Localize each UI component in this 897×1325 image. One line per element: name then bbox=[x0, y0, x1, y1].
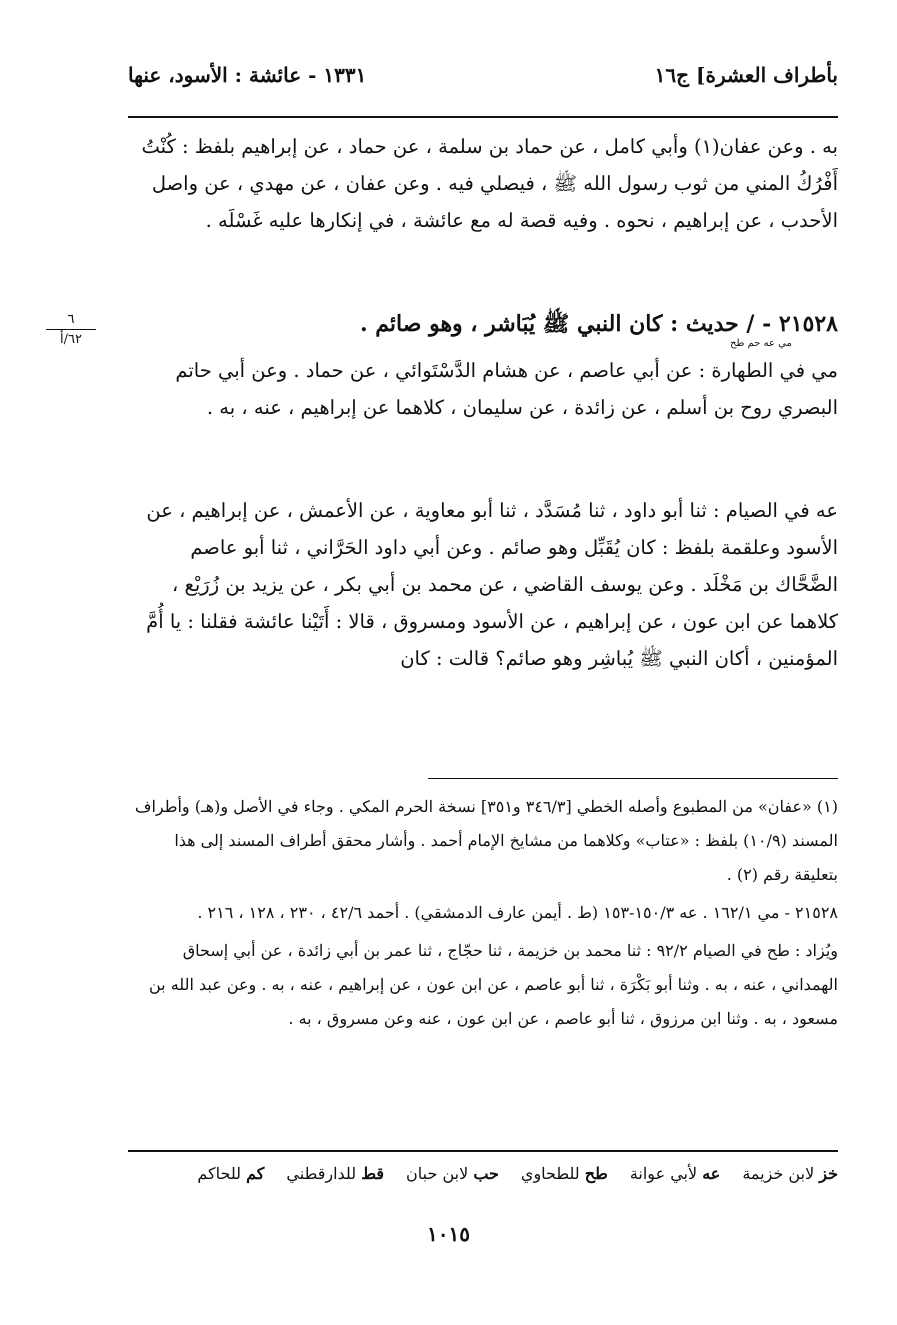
abbrev-item: حب لابن حبان bbox=[406, 1164, 499, 1183]
footer-rule bbox=[128, 1150, 838, 1152]
header-right: ١٣٣١ - عائشة : الأسود، عنها bbox=[128, 63, 367, 87]
paragraph-1: به . وعن عفان(١) وأبي كامل ، عن حماد بن سلمة ، عن حماد ، عن إبراهيم بلفظ : كُنْتُ أَفْرُكُ المني من ثوب رسول الله ﷺ ، فيصلي فيه . وعن عفان ، عن مهدي ، عن واصل الأحدب ، عن إبراهيم ، نحوه . وفيه قصة له مع عائشة ، في إنكارها عليه غَسْلَه . bbox=[141, 135, 838, 232]
header-left: بأطراف العشرة] ج١٦ bbox=[654, 63, 838, 87]
margin-number: ٦ bbox=[46, 312, 96, 330]
abbrev-item: كم للحاكم bbox=[197, 1164, 265, 1183]
abbrev-item: عه لأبي عوانة bbox=[629, 1164, 721, 1183]
footnote-rule bbox=[428, 778, 838, 779]
abbrev-item: طح للطحاوي bbox=[520, 1164, 608, 1183]
footnote-1: (١) «عفان» من المطبوع وأصله الخطي [٣٤٦/٣ و٣٥١] نسخة الحرم المكي . وجاء في الأصل و(هـ) وأطراف المسند (١٠/٩) بلفظ : «عتاب» وكلاهما من مشايخ الإمام أحمد . وأشار محقق أطراف المسند إلى هذا بتعليقة رقم (٢) . bbox=[134, 797, 838, 884]
margin-reference bbox=[46, 312, 96, 347]
hadith-heading: ٢١٥٢٨ - / حديث : كان النبي ﷺ يُبَاشر ، وهو صائم . bbox=[359, 311, 838, 337]
footnote-3: ويُزاد : طح في الصيام ٩٢/٢ : ثنا محمد بن خزيمة ، ثنا حجّاج ، ثنا عمر بن أبي زائدة ، عن أبي إسحاق الهمداني ، عنه ، به . وثنا أبو بَكْرَة ، ثنا أبو عاصم ، عن ابن عون ، عن إبراهيم ، عنه ، به . وعن عبد الله بن مسعود ، به . وثنا ابن مرزوق ، ثنا أبو عاصم ، عن ابن عون ، عنه وعن مسروق ، به . bbox=[148, 941, 838, 1028]
running-header bbox=[128, 58, 838, 92]
abbreviation-key bbox=[128, 1164, 838, 1183]
header-rule bbox=[128, 116, 838, 118]
abbrev-item: خز لابن خزيمة bbox=[742, 1164, 838, 1183]
paragraph-2: مي في الطهارة : عن أبي عاصم ، عن هشام الدَّسْتَوائي ، عن حماد . وعن أبي حاتم البصري روح بن أسلم ، عن زائدة ، عن سليمان ، كلاهما عن إبراهيم ، عنه ، به . bbox=[175, 359, 838, 419]
page-number: ١٠١٥ bbox=[427, 1222, 470, 1246]
footnotes bbox=[128, 790, 838, 1040]
hadith-sigla: مي عه حم طح bbox=[730, 338, 792, 349]
footnote-2: ٢١٥٢٨ - مي ١٦٢/١ . عه ١٥٠/٣-١٥٣ (ط . أيمن عارف الدمشقي) . أحمد ٤٢/٦ ، ٢٣٠ ، ١٢٨ ، ٢١٦ . bbox=[197, 903, 838, 922]
paragraph-3: عه في الصيام : ثنا أبو داود ، ثنا مُسَدَّد ، ثنا أبو معاوية ، عن الأعمش ، عن إبراهيم ، عن الأسود وعلقمة بلفظ : كان يُقَبِّل وهو صائم . وعن أبي داود الحَرَّاني ، ثنا أبو عاصم الضَّحَّاك بن مَخْلَد . وعن يوسف القاضي ، عن محمد بن أبي بكر ، عن يزيد بن زُرَيْع ، كلاهما عن ابن عون ، عن إبراهيم ، عن الأسود ومسروق ، قالا : أَتَيْنا عائشة فقلنا : يا أُمَّ المؤمنين ، أكان النبي ﷺ يُباشِر وهو صائم؟ قالت : كان bbox=[146, 499, 838, 670]
abbrev-item: قط للدارقطني bbox=[286, 1164, 385, 1183]
margin-folio: ٦٢/أ bbox=[60, 332, 82, 347]
